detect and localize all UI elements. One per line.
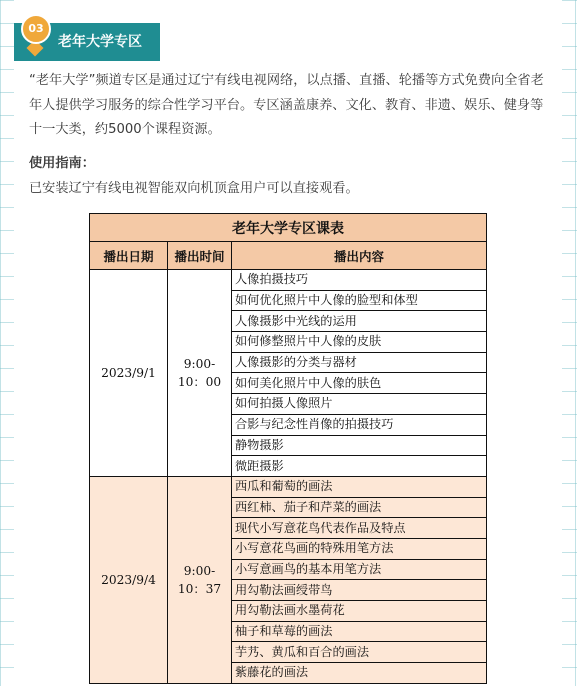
program-item: 西瓜和葡萄的画法 — [232, 476, 487, 497]
program-item: 如何修整照片中人像的皮肤 — [232, 332, 487, 353]
broadcast-time-start: 9:00- — [183, 356, 216, 371]
program-item: 合影与纪念性肖像的拍摄技巧 — [232, 414, 487, 435]
broadcast-time — [168, 270, 232, 477]
table-row — [90, 270, 487, 291]
program-item: 静物摄影 — [232, 435, 487, 456]
program-item: 芋艿、黄瓜和百合的画法 — [232, 642, 487, 663]
broadcast-time — [168, 476, 232, 683]
program-item: 西红柿、茄子和芹菜的画法 — [232, 497, 487, 518]
program-item: 小写意花鸟画的特殊用笔方法 — [232, 538, 487, 559]
schedule-table-title: 老年大学专区课表 — [90, 214, 487, 242]
right-grid-margin — [562, 0, 577, 686]
header-time: 播出时间 — [168, 242, 232, 270]
program-item: 微距摄影 — [232, 456, 487, 477]
left-grid-margin — [0, 0, 14, 686]
broadcast-date: 2023/9/1 — [90, 270, 168, 477]
program-item: 如何美化照片中人像的肤色 — [232, 373, 487, 394]
program-item: 小写意画鸟的基本用笔方法 — [232, 559, 487, 580]
program-item: 人像拍摄技巧 — [232, 270, 487, 291]
program-item: 现代小写意花鸟代表作品及特点 — [232, 518, 487, 539]
broadcast-time-end: 10：00 — [177, 374, 222, 389]
broadcast-time-start: 9:00- — [183, 563, 216, 578]
broadcast-time-end: 10：37 — [177, 581, 222, 596]
program-item: 用勾勒法画绶带鸟 — [232, 580, 487, 601]
schedule-table — [89, 213, 487, 684]
program-item: 用勾勒法画水墨荷花 — [232, 601, 487, 622]
guide-text: 已安装辽宁有线电视智能双向机顶盒用户可以直接观看。 — [29, 181, 359, 196]
table-row — [90, 476, 487, 497]
broadcast-date: 2023/9/4 — [90, 476, 168, 683]
program-item: 人像摄影的分类与器材 — [232, 352, 487, 373]
intro-paragraph: “老年大学”频道专区是通过辽宁有线电视网络，以点播、直播、轮播等方式免费向全省老年人提供学习服务的综合性学习平台。专区涵盖康养、文化、教育、非遗、娱乐、健身等十一大类，约5000个课程资源。 — [29, 73, 544, 137]
program-item: 柚子和草莓的画法 — [232, 621, 487, 642]
program-item: 紫藤花的画法 — [232, 663, 487, 684]
header-content: 播出内容 — [232, 242, 487, 270]
program-item: 如何拍摄人像照片 — [232, 394, 487, 415]
section-title: 老年大学专区 — [58, 34, 142, 50]
header-date: 播出日期 — [90, 242, 168, 270]
program-item: 人像摄影中光线的运用 — [232, 311, 487, 332]
program-item: 如何优化照片中人像的脸型和体型 — [232, 290, 487, 311]
section-number-badge: 03 — [21, 14, 51, 44]
guide-label: 使用指南： — [29, 156, 95, 171]
